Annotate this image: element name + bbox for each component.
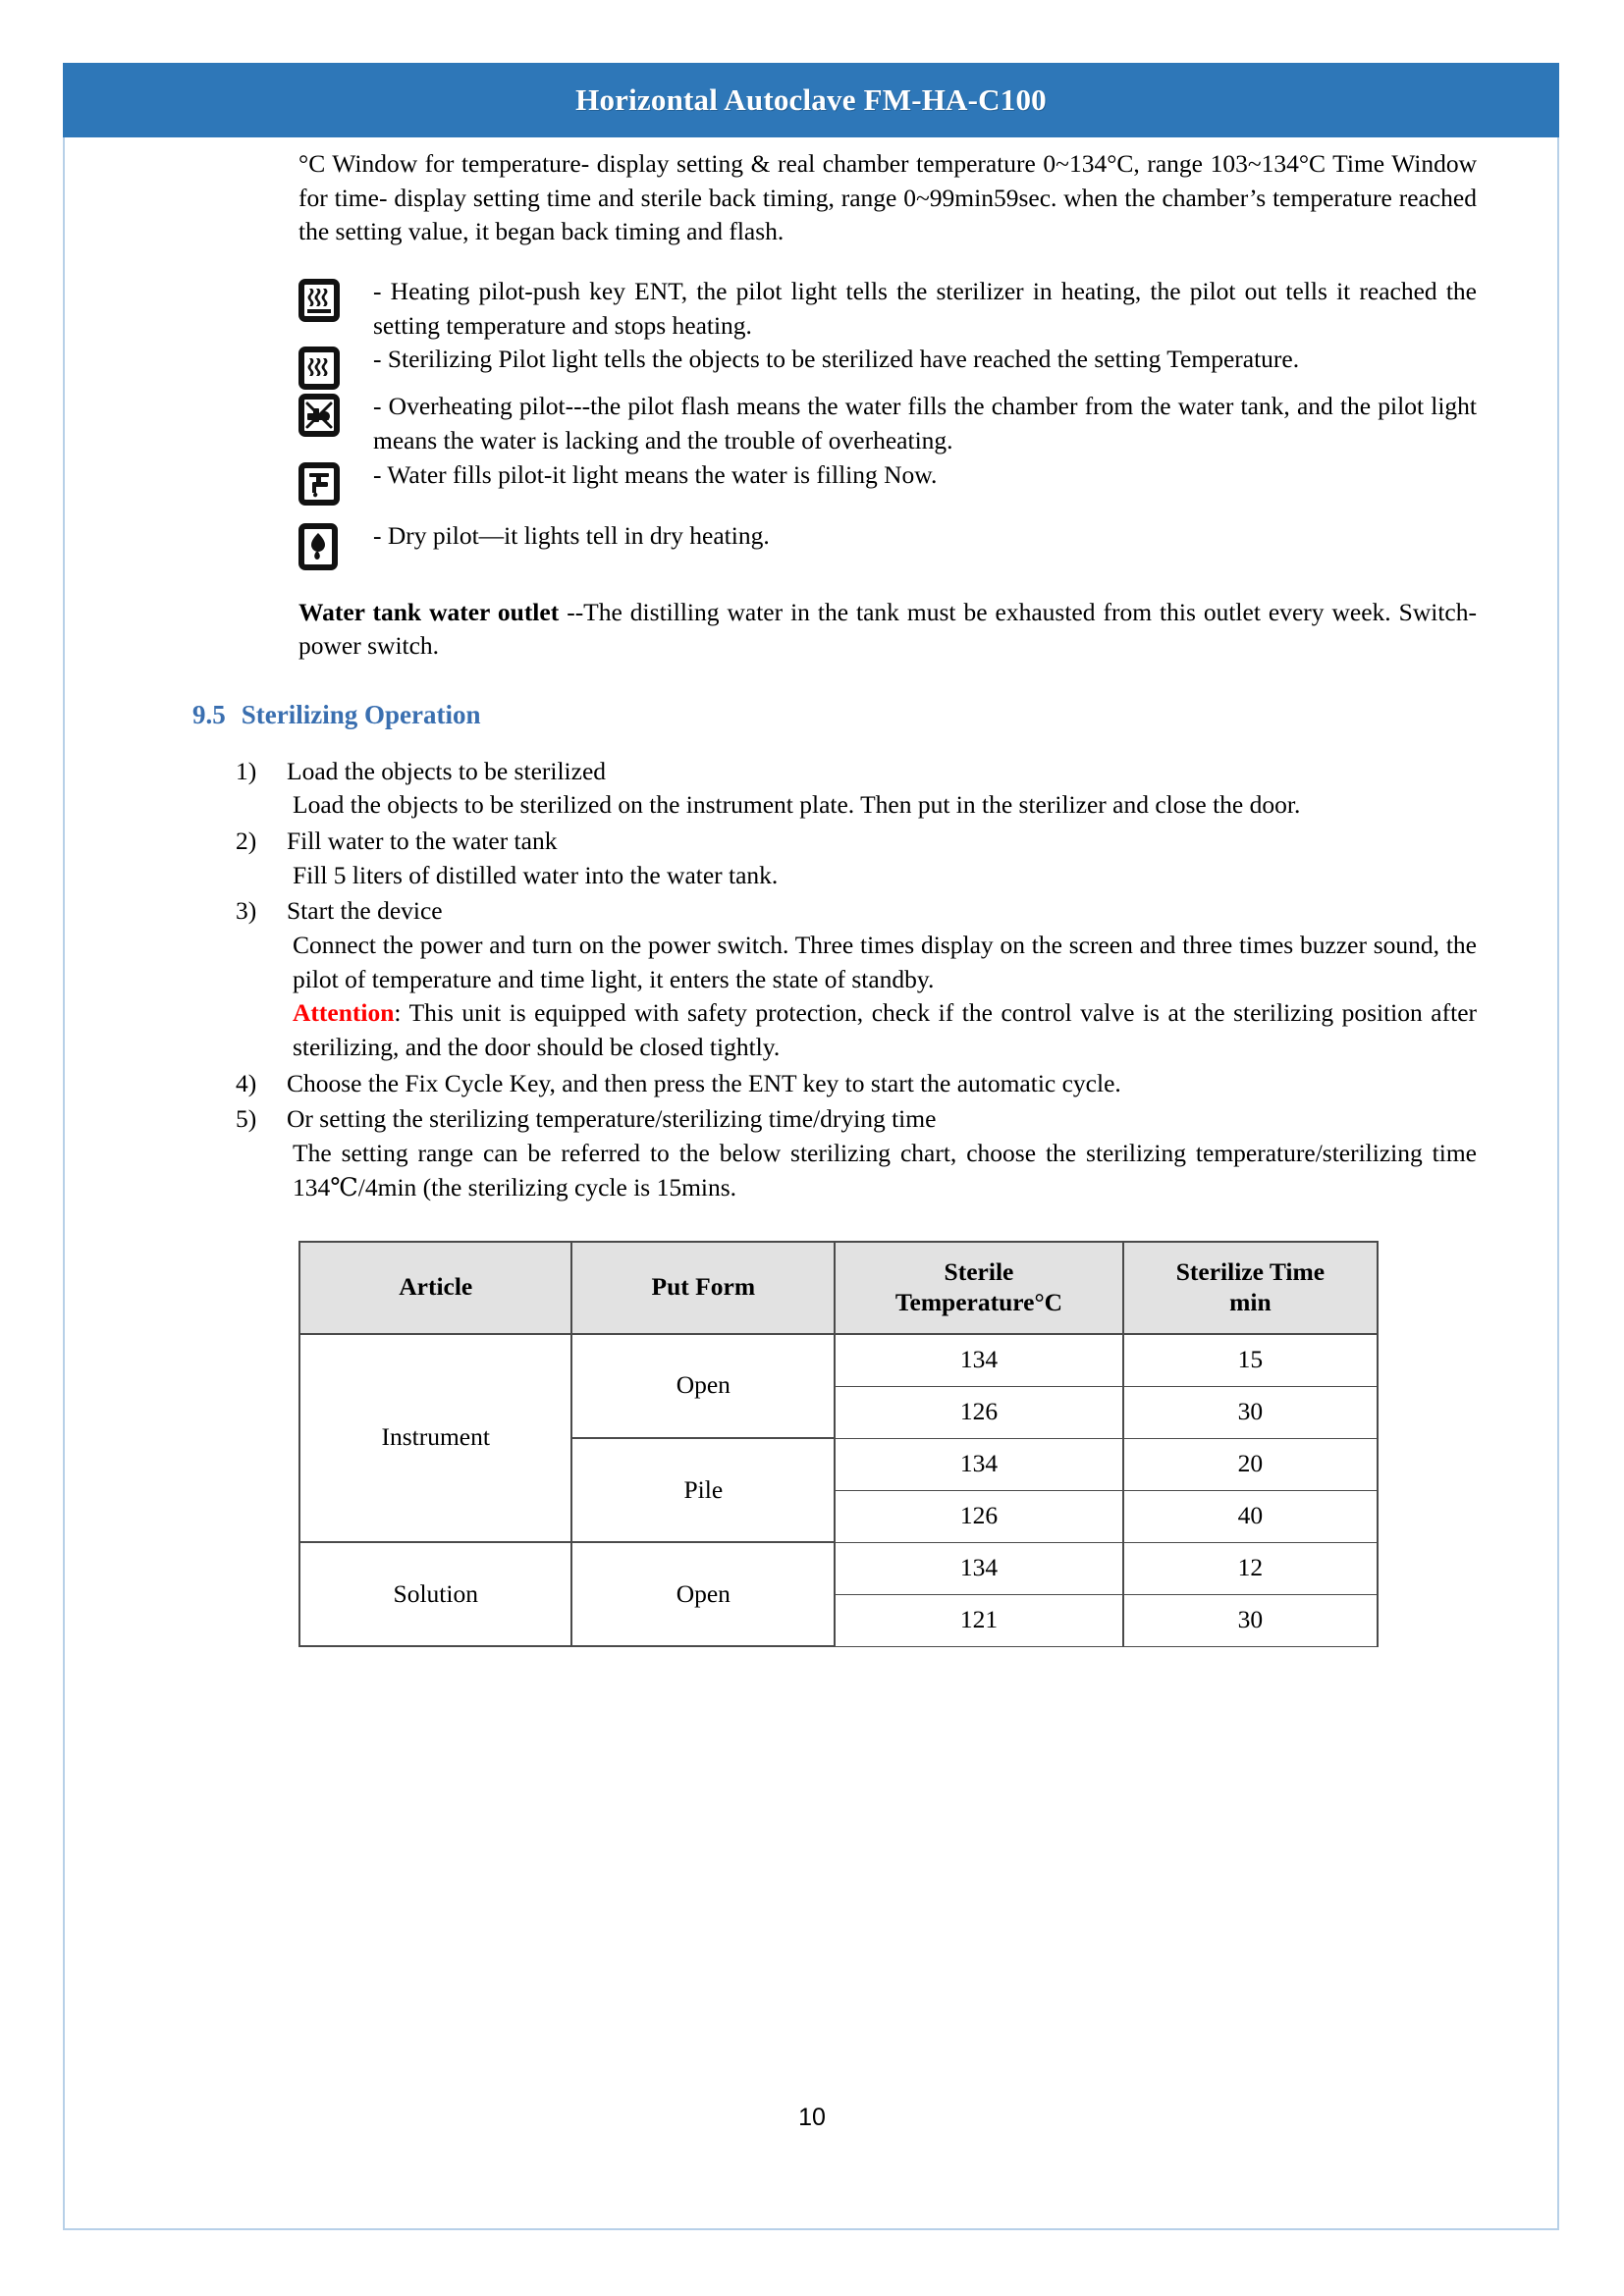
table-header-row [299,1242,1378,1334]
table-row [299,1334,1378,1387]
table-body [299,1334,1378,1647]
cell-temperature: 126 [835,1490,1123,1542]
column-header-line2: Temperature°C [894,1287,1063,1316]
step-item-4 [236,1067,1477,1101]
sterilizing-chart-table [298,1241,1379,1648]
section-title: Sterilizing Operation [241,700,481,730]
pilot-row-sterilizing [63,343,1477,390]
page-title: Horizontal Autoclave FM-HA-C100 [575,82,1047,117]
water-fill-pilot-icon [298,462,340,506]
cell-article: Instrument [299,1334,571,1543]
step-detail: Connect the power and turn on the power switch. Three times display on the screen and three times buzzer sound, the pilot of temperature and time light, it enters the state of standby. [293,931,1477,993]
table-row [299,1542,1378,1594]
step-item-5 [236,1102,1477,1204]
step-number: 5) [236,1104,257,1134]
step-title: Load the objects to be sterilized [287,756,607,785]
cell-put-form: Open [571,1542,835,1646]
step-number: 1) [236,756,257,785]
table-header [299,1242,1378,1334]
pilot-description: - Sterilizing Pilot light tells the objects to be sterilized have reached the setting Temperature. [373,345,1300,374]
water-outlet-text: --The distilling water in the tank must be exhausted from this outlet every week. Switch-power switch. [298,597,1477,661]
sterilizing-steps-list [63,755,1559,1205]
pilot-description: - Water fills pilot-it light means the water is filling Now. [373,459,938,489]
dry-pilot-icon [298,523,338,570]
cell-put-form: Pile [571,1438,835,1542]
step-body [287,1067,1477,1101]
pilot-description: - Heating pilot-push key ENT, the pilot light tells the sterilizer in heating, the pilot out tells it reached the setting temperature and stops heating. [373,277,1477,340]
cell-temperature: 121 [835,1594,1123,1646]
step-item-2 [236,825,1477,892]
pilot-icon-cell [63,519,373,570]
overheating-pilot-icon [298,394,340,437]
cell-time: 30 [1123,1386,1378,1438]
step-attention-note [293,996,1477,1064]
pilot-icon-cell [63,343,373,390]
pilot-row-heating [63,275,1477,343]
pilot-row-dry [63,519,1477,570]
column-header-sterile-temperature [835,1242,1123,1334]
document-header-banner [63,63,1559,137]
sterilizing-pilot-icon [298,347,340,390]
step-number: 3) [236,896,257,926]
step-body [287,825,1477,892]
cell-article: Solution [299,1542,571,1646]
sterilizing-chart-wrapper [63,1207,1559,1648]
step-body [287,1102,1477,1204]
cell-temperature: 134 [835,1542,1123,1594]
column-header-article: Article [299,1242,571,1334]
pilot-icon-cell [63,390,373,437]
step-detail: The setting range can be referred to the below sterilizing chart, choose the sterilizing temperature/sterilizing time 134℃/4min (the sterilizing cycle is 15mins. [293,1139,1477,1201]
cell-time: 30 [1123,1594,1378,1646]
cell-time: 20 [1123,1438,1378,1490]
pilot-indicator-list [63,275,1559,570]
cell-temperature: 134 [835,1334,1123,1387]
step-number: 2) [236,827,257,856]
step-title: Start the device [287,896,443,926]
cell-put-form: Open [571,1334,835,1439]
cell-time: 12 [1123,1542,1378,1594]
page-number: 10 [798,2104,826,2131]
cell-time: 40 [1123,1490,1378,1542]
step-title: Fill water to the water tank [287,827,558,856]
section-number: 9.5 [192,700,226,730]
step-item-3 [236,894,1477,1064]
step-item-1 [236,755,1477,823]
column-header-sterilize-time [1123,1242,1378,1334]
step-title: Choose the Fix Cycle Key, and then press the ENT key to start the automatic cycle. [287,1068,1121,1097]
section-heading-9-5 [63,697,1559,733]
pilot-row-overheating [63,390,1477,457]
cell-temperature: 126 [835,1386,1123,1438]
step-detail: Load the objects to be sterilized on the instrument plate. Then put in the sterilizer and close the door. [293,790,1301,820]
water-outlet-bold-lead: Water tank water outlet [298,597,560,626]
attention-label: Attention [293,998,395,1028]
pilot-icon-cell [63,275,373,322]
pilot-row-water-fill [63,458,1477,506]
heating-pilot-icon [298,279,340,322]
cell-temperature: 134 [835,1438,1123,1490]
column-header-line1: Sterilize Time [1175,1256,1326,1286]
pilot-description: - Dry pilot—it lights tell in dry heating. [373,520,770,550]
step-body [287,755,1477,823]
step-detail: Fill 5 liters of distilled water into the water tank. [293,860,779,889]
cell-time: 15 [1123,1334,1378,1387]
step-number: 4) [236,1068,257,1097]
water-outlet-paragraph [63,596,1559,664]
column-header-line2: min [1229,1287,1272,1316]
attention-text: : This unit is equipped with safety protection, check if the control valve is at the sterilizing position after sterilizing, and the door should be closed tightly. [293,998,1477,1062]
pilot-icon-cell [63,458,373,506]
pilot-description: - Overheating pilot---the pilot flash means the water fills the chamber from the water tank, and the pilot light means the water is lacking and the trouble of overheating. [373,392,1477,455]
intro-paragraph: °C Window for temperature- display setting & real chamber temperature 0~134°C, range 103~134°C Time Window for time- display setting time and sterile back timing, range 0~99min59sec. when the chamber’s temperature reached the setting value, it began back timing and flash. [298,149,1477,246]
column-header-line1: Sterile [944,1256,1014,1286]
column-header-put-form: Put Form [571,1242,835,1334]
step-body [287,894,1477,1064]
step-title: Or setting the sterilizing temperature/sterilizing time/drying time [287,1104,937,1134]
document-content [63,147,1559,1647]
